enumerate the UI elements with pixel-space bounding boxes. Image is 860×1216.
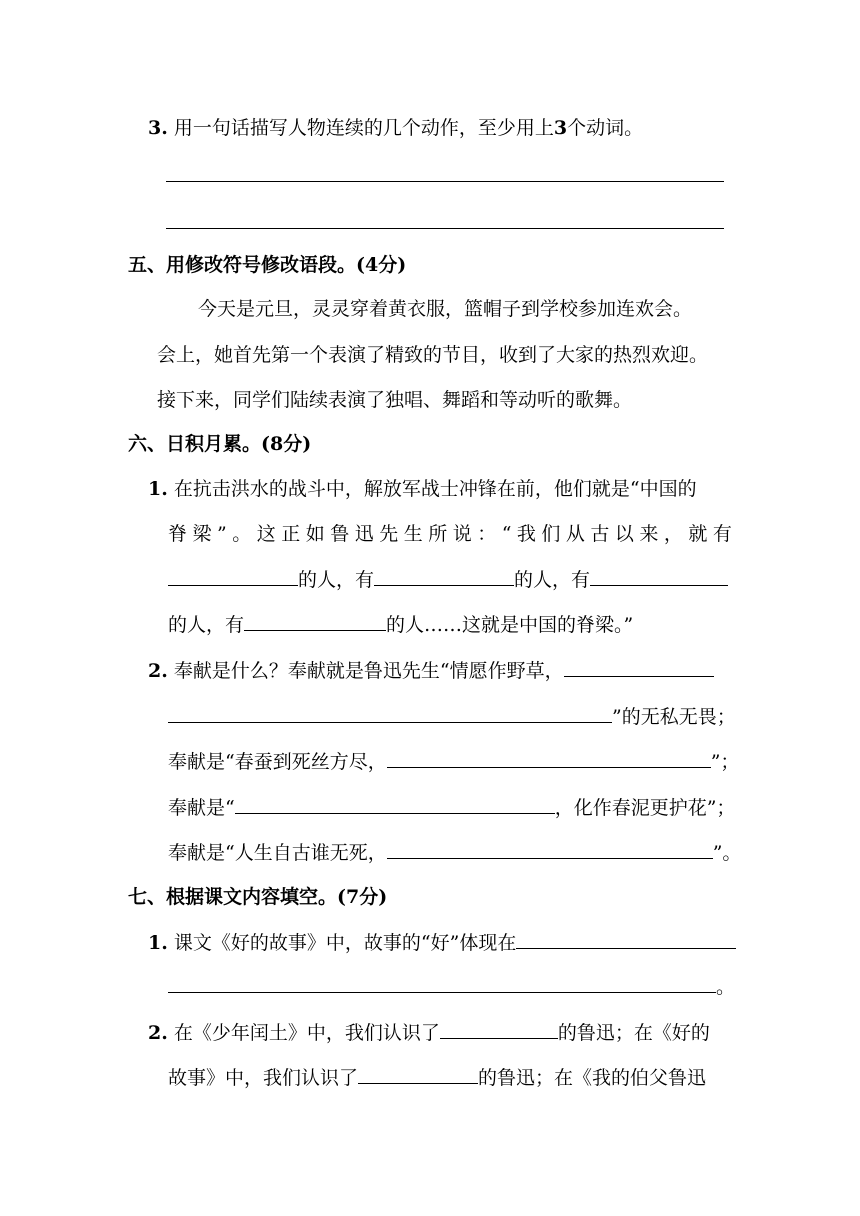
section-7-title: 七、根据课文内容填空。 xyxy=(128,886,338,908)
s6-q1-line-4 xyxy=(168,612,633,638)
question-3 xyxy=(148,115,643,141)
s7-q2-line-1 xyxy=(148,1020,710,1046)
s6-q1-line-3 xyxy=(168,567,728,593)
s6-q2-text-5b: ”。 xyxy=(712,842,742,864)
question-3-number: 3. xyxy=(148,117,168,139)
blank-s6-q2-e[interactable] xyxy=(387,840,713,859)
blank-s6-q1-d[interactable] xyxy=(244,612,386,631)
s7-q1-line-2 xyxy=(168,974,735,1000)
s6-q2-text-5a: 奉献是“人生自古谁无死， xyxy=(168,842,387,864)
s7-q1-number: 1. xyxy=(148,932,168,954)
s6-q2-line-2 xyxy=(168,704,736,730)
s6-q1-text-4b: 的人……这就是中国的脊梁。” xyxy=(386,614,634,636)
section-7-score: (7分) xyxy=(337,886,388,908)
s6-q1-line-2: 脊梁”。这正如鲁迅先生所说：“我们从古以来，就有 xyxy=(168,523,738,545)
section-6-title: 六、日积月累。 xyxy=(128,433,262,455)
s7-q2-line-2 xyxy=(168,1065,706,1091)
s6-q1-number: 1. xyxy=(148,478,168,500)
s6-q1-text-1: 在抗击洪水的战斗中，解放军战士冲锋在前，他们就是“中国的 xyxy=(173,478,697,500)
section-5-title: 五、用修改符号修改语段。 xyxy=(128,254,357,276)
blank-s7-q1-b[interactable] xyxy=(168,974,716,993)
blank-s6-q2-a[interactable] xyxy=(564,658,714,677)
s6-q2-text-2: ”的无私无畏； xyxy=(612,706,736,728)
s6-q2-line-1 xyxy=(148,658,714,684)
s7-q1-text-1: 课文《好的故事》中，故事的“好”体现在 xyxy=(173,932,517,954)
question-3-count: 3 xyxy=(553,117,568,139)
question-3-tail: 个动词。 xyxy=(567,117,644,139)
s6-q1-text-4a: 的人，有 xyxy=(168,614,245,636)
section-7-heading xyxy=(128,884,387,910)
s7-q1-line-1 xyxy=(148,930,736,956)
s6-q1-text-3a: 的人，有 xyxy=(298,569,375,591)
s7-q1-text-2: 。 xyxy=(716,976,736,998)
s7-q2-text-2a: 故事》中，我们认识了 xyxy=(168,1067,359,1089)
blank-s6-q1-b[interactable] xyxy=(374,567,514,586)
answer-line-q3-2[interactable] xyxy=(166,228,724,229)
section-5-paragraph-line-2: 会上，她首先第一个表演了精致的节目，收到了大家的热烈欢迎。 xyxy=(157,344,709,366)
blank-s6-q2-b[interactable] xyxy=(168,704,612,723)
s7-q2-text-1b: 的鲁迅；在《好的 xyxy=(557,1022,710,1044)
section-6-score: (8分) xyxy=(261,433,312,455)
s7-q2-number: 2. xyxy=(148,1022,168,1044)
section-5-score: (4分) xyxy=(356,254,407,276)
s6-q2-text-3a: 奉献是“春蚕到死丝方尽， xyxy=(168,751,387,773)
s6-q2-text-4b: ，化作春泥更护花”； xyxy=(554,797,736,819)
s7-q2-text-2b: 的鲁迅；在《我的伯父鲁迅 xyxy=(478,1067,707,1089)
blank-s7-q1-a[interactable] xyxy=(516,930,736,949)
blank-s7-q2-b[interactable] xyxy=(358,1065,478,1084)
section-5-heading xyxy=(128,252,406,278)
s6-q2-text-3b: ”； xyxy=(710,751,740,773)
s6-q2-line-5 xyxy=(168,840,741,866)
section-6-heading xyxy=(128,431,311,457)
blank-s6-q1-a[interactable] xyxy=(168,567,298,586)
section-5-paragraph-line-3: 接下来，同学们陆续表演了独唱、舞蹈和等动听的歌舞。 xyxy=(157,389,633,411)
blank-s6-q1-c[interactable] xyxy=(590,567,728,586)
s6-q2-text-1: 奉献是什么？奉献就是鲁迅先生“情愿作野草， xyxy=(173,660,564,682)
question-3-text: 用一句话描写人物连续的几个动作，至少用上 xyxy=(173,117,554,139)
s7-q2-text-1a: 在《少年闰土》中，我们认识了 xyxy=(173,1022,440,1044)
s6-q2-line-3 xyxy=(168,749,739,775)
s6-q2-text-4a: 奉献是“ xyxy=(168,797,235,819)
blank-s7-q2-a[interactable] xyxy=(440,1020,558,1039)
answer-line-q3-1[interactable] xyxy=(166,181,724,182)
s6-q2-number: 2. xyxy=(148,660,168,682)
blank-s6-q2-c[interactable] xyxy=(387,749,711,768)
s6-q2-line-4 xyxy=(168,795,735,821)
section-5-paragraph-line-1: 今天是元旦，灵灵穿着黄衣服，篮帽子到学校参加连欢会。 xyxy=(198,298,693,320)
s6-q1-text-3b: 的人，有 xyxy=(514,569,591,591)
s6-q1-line-1 xyxy=(148,476,697,502)
blank-s6-q2-d[interactable] xyxy=(235,795,555,814)
